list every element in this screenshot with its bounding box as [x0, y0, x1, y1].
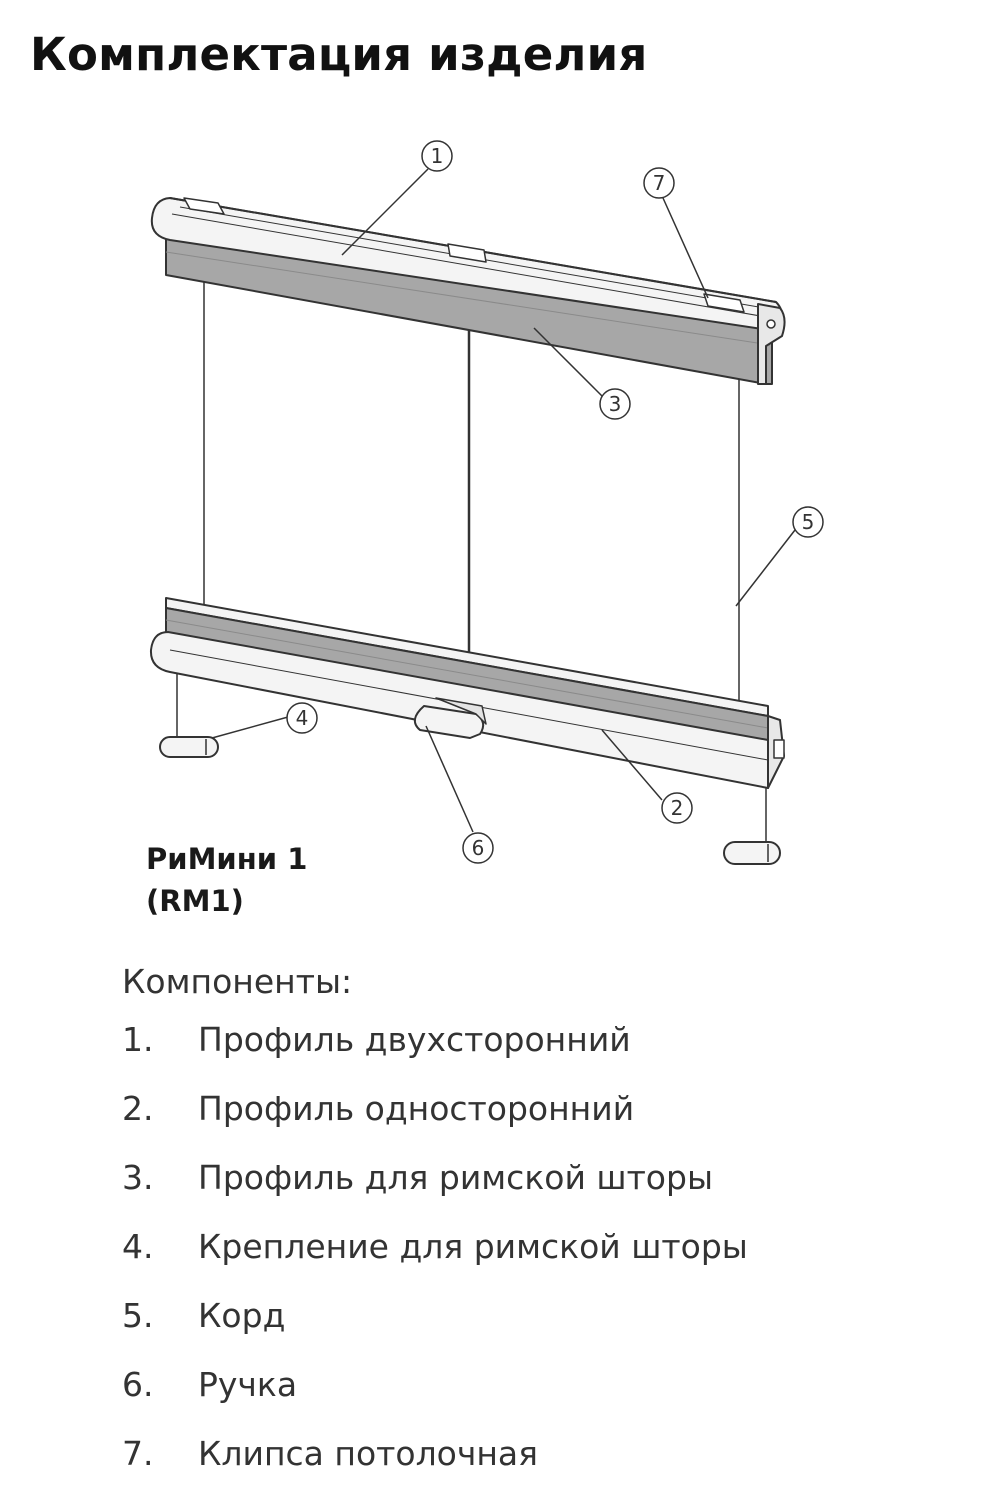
leader-6 — [426, 726, 473, 832]
callout-label-4: 4 — [295, 706, 309, 730]
components-heading: Компоненты: — [122, 962, 353, 1001]
list-item-label: Профиль для римской шторы — [198, 1158, 713, 1197]
callout-label-5: 5 — [801, 510, 815, 534]
list-item — [122, 1227, 748, 1296]
list-item — [122, 1434, 748, 1503]
list-item-label: Профиль односторонний — [198, 1089, 635, 1128]
callout-label-6: 6 — [471, 836, 485, 860]
weight-right — [724, 842, 780, 864]
product-code: (RM1) — [146, 884, 244, 918]
list-item-number: 4. — [122, 1227, 154, 1266]
list-item-label: Клипса потолочная — [198, 1434, 539, 1473]
list-item — [122, 1089, 748, 1158]
leader-5 — [736, 530, 795, 606]
list-item — [122, 1365, 748, 1434]
list-item-number: 7. — [122, 1434, 154, 1473]
bottom-endcap-bracket — [774, 740, 784, 758]
list-item-number: 2. — [122, 1089, 154, 1128]
callout-label-2: 2 — [670, 796, 684, 820]
product-name: РиМини 1 — [146, 842, 308, 876]
list-item-number: 3. — [122, 1158, 154, 1197]
leader-4 — [212, 717, 288, 738]
list-item-number: 6. — [122, 1365, 154, 1404]
callout-label-3: 3 — [608, 392, 622, 416]
list-item-label: Ручка — [198, 1365, 298, 1404]
bottom-profile — [151, 598, 784, 788]
weight-left — [160, 737, 218, 757]
list-item-label: Профиль двухсторонний — [198, 1020, 631, 1059]
list-item-number: 1. — [122, 1020, 154, 1059]
list-item-number: 5. — [122, 1296, 154, 1335]
callout-label-1: 1 — [430, 144, 444, 168]
list-item — [122, 1158, 748, 1227]
list-item-label: Корд — [198, 1296, 286, 1335]
product-name-block — [146, 838, 307, 922]
list-item-label: Крепление для римской шторы — [198, 1227, 748, 1266]
list-item — [122, 1296, 748, 1365]
list-item — [122, 1020, 748, 1089]
top-endcap-screw — [767, 320, 775, 328]
page-title: Комплектация изделия — [30, 28, 648, 81]
component-list — [122, 1020, 748, 1503]
callout-label-7: 7 — [652, 171, 666, 195]
